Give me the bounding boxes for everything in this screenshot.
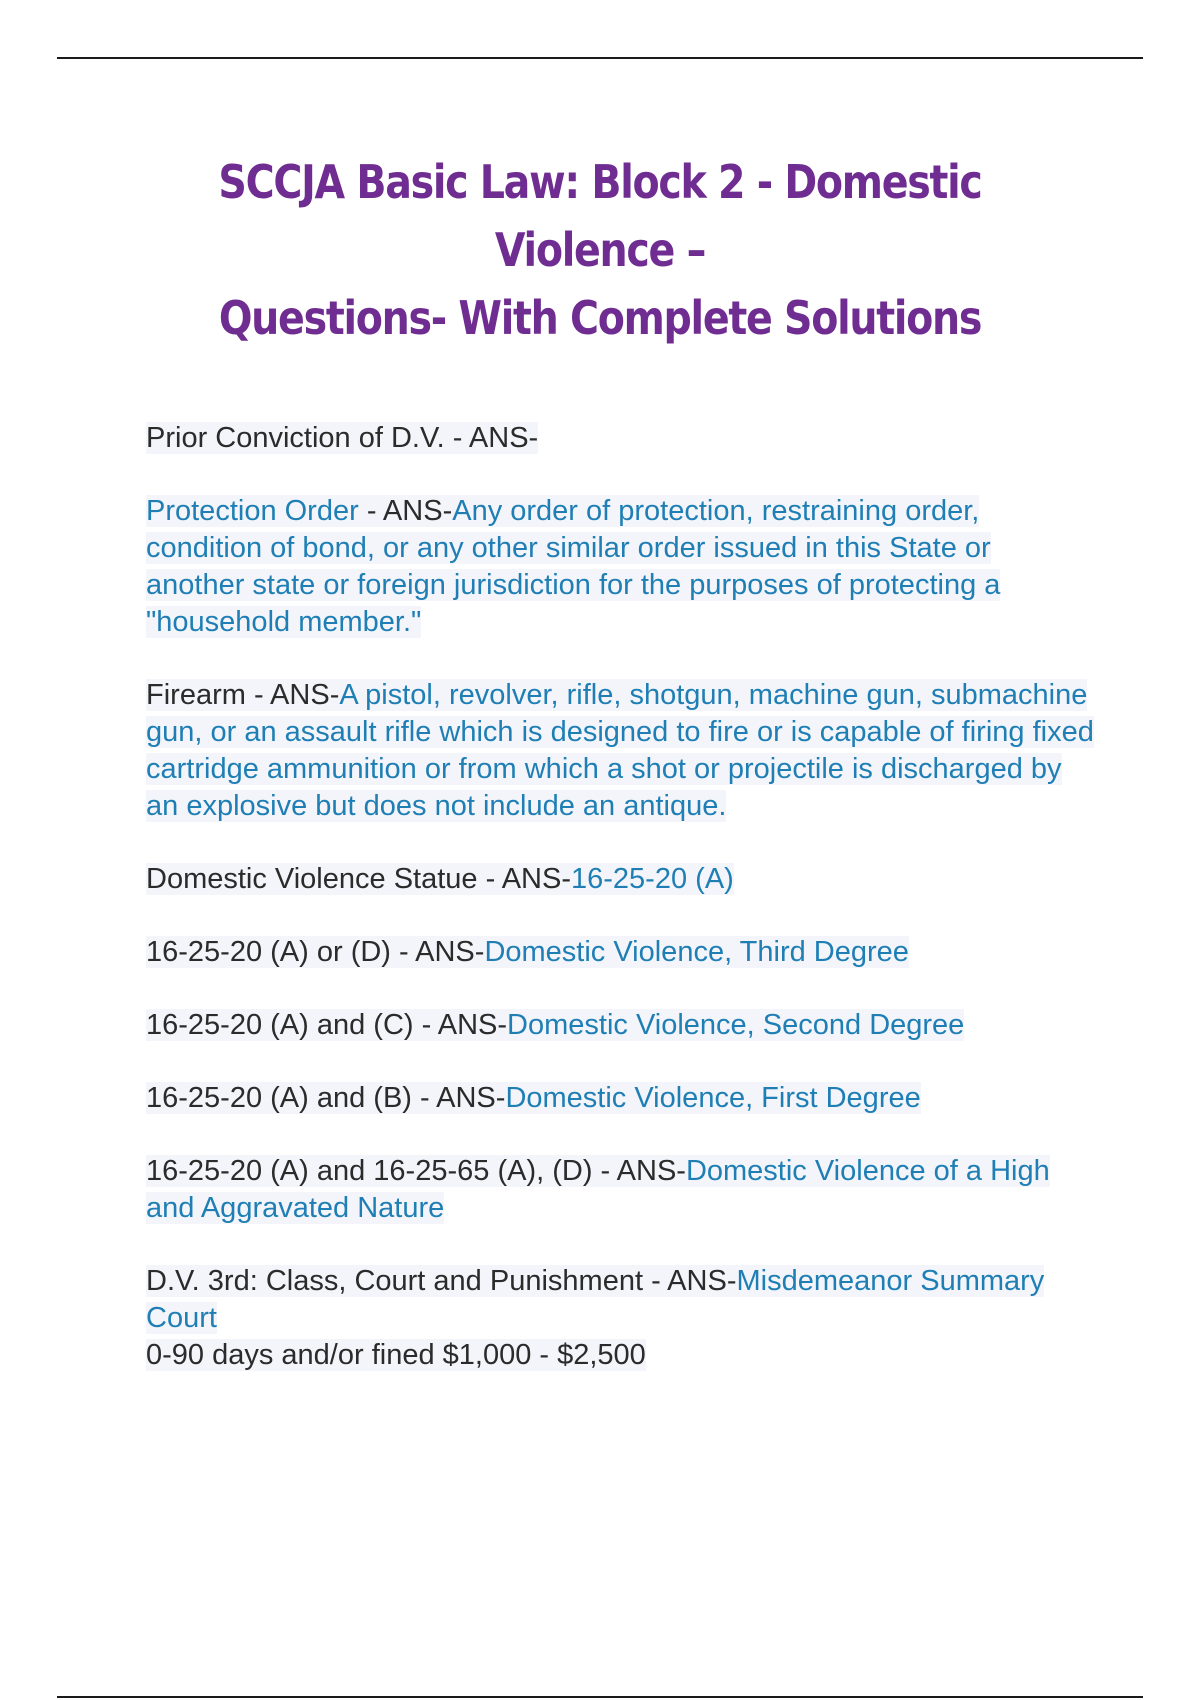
qa-item-prior-conviction xyxy=(146,420,1096,457)
qa-separator: - ANS- xyxy=(444,422,539,454)
qa-list xyxy=(146,420,1096,1410)
qa-answer: Domestic Violence, Third Degree xyxy=(484,936,909,968)
title-line-1: SCCJA Basic Law: Block 2 - Domestic Violence – xyxy=(218,155,982,277)
qa-answer: A pistol, revolver, rifle, shotgun, machine gun, submachine gun, or an assault rifle which is designed to fire or is capable of firing fixed cartridge ammunition or from which a shot or projectile is discharged by an explosive but does not include an antique. xyxy=(146,679,1094,822)
qa-term: Prior Conviction of D.V. xyxy=(146,422,445,454)
document-title xyxy=(136,148,1065,352)
qa-item-firearm xyxy=(146,677,1096,825)
top-rule xyxy=(57,57,1143,59)
qa-item-dv-second-degree xyxy=(146,1007,1096,1044)
qa-item-dv-3rd-punishment xyxy=(146,1263,1096,1374)
title-line-2: Questions- With Complete Solutions xyxy=(218,291,982,345)
qa-item-dv-first-degree xyxy=(146,1080,1096,1117)
qa-separator: - ANS- xyxy=(245,679,340,711)
qa-term: 16-25-20 (A) and 16-25-65 (A), (D) xyxy=(146,1155,593,1187)
qa-term: 16-25-20 (A) and (B) xyxy=(146,1082,412,1114)
qa-separator: - ANS- xyxy=(411,1082,506,1114)
qa-term: Firearm xyxy=(146,679,246,711)
qa-item-dv-high-aggravated xyxy=(146,1153,1096,1227)
qa-item-dv-third-degree xyxy=(146,934,1096,971)
qa-answer: Misdemeanor Summary Court xyxy=(146,1265,1045,1334)
qa-answer: Any order of protection, restraining order, condition of bond, or any other similar order issued in this State or another state or foreign jurisdiction for the purposes of protecting a "household member." xyxy=(146,495,1001,638)
qa-term: D.V. 3rd: Class, Court and Punishment xyxy=(146,1265,644,1297)
qa-item-dv-statue xyxy=(146,861,1096,898)
qa-separator: - ANS- xyxy=(643,1265,737,1297)
qa-term: 16-25-20 (A) or (D) xyxy=(146,936,391,968)
qa-item-protection-order xyxy=(146,493,1096,641)
qa-term: Domestic Violence Statue xyxy=(146,863,478,895)
qa-separator: - ANS- xyxy=(390,936,485,968)
qa-separator: - ANS- xyxy=(477,863,572,895)
qa-separator: - ANS- xyxy=(592,1155,686,1187)
qa-separator: - ANS- xyxy=(358,495,453,527)
qa-answer: Domestic Violence, First Degree xyxy=(505,1082,921,1114)
qa-term: Protection Order xyxy=(146,495,359,527)
qa-answer-extra: 0-90 days and/or fined $1,000 - $2,500 xyxy=(146,1339,646,1371)
qa-answer: 16-25-20 (A) xyxy=(571,863,734,895)
qa-answer: Domestic Violence, Second Degree xyxy=(507,1009,965,1041)
qa-separator: - ANS- xyxy=(413,1009,508,1041)
qa-term: 16-25-20 (A) and (C) xyxy=(146,1009,414,1041)
bottom-rule xyxy=(57,1696,1143,1698)
qa-answer: Domestic Violence of a High and Aggravated Nature xyxy=(146,1155,1050,1224)
